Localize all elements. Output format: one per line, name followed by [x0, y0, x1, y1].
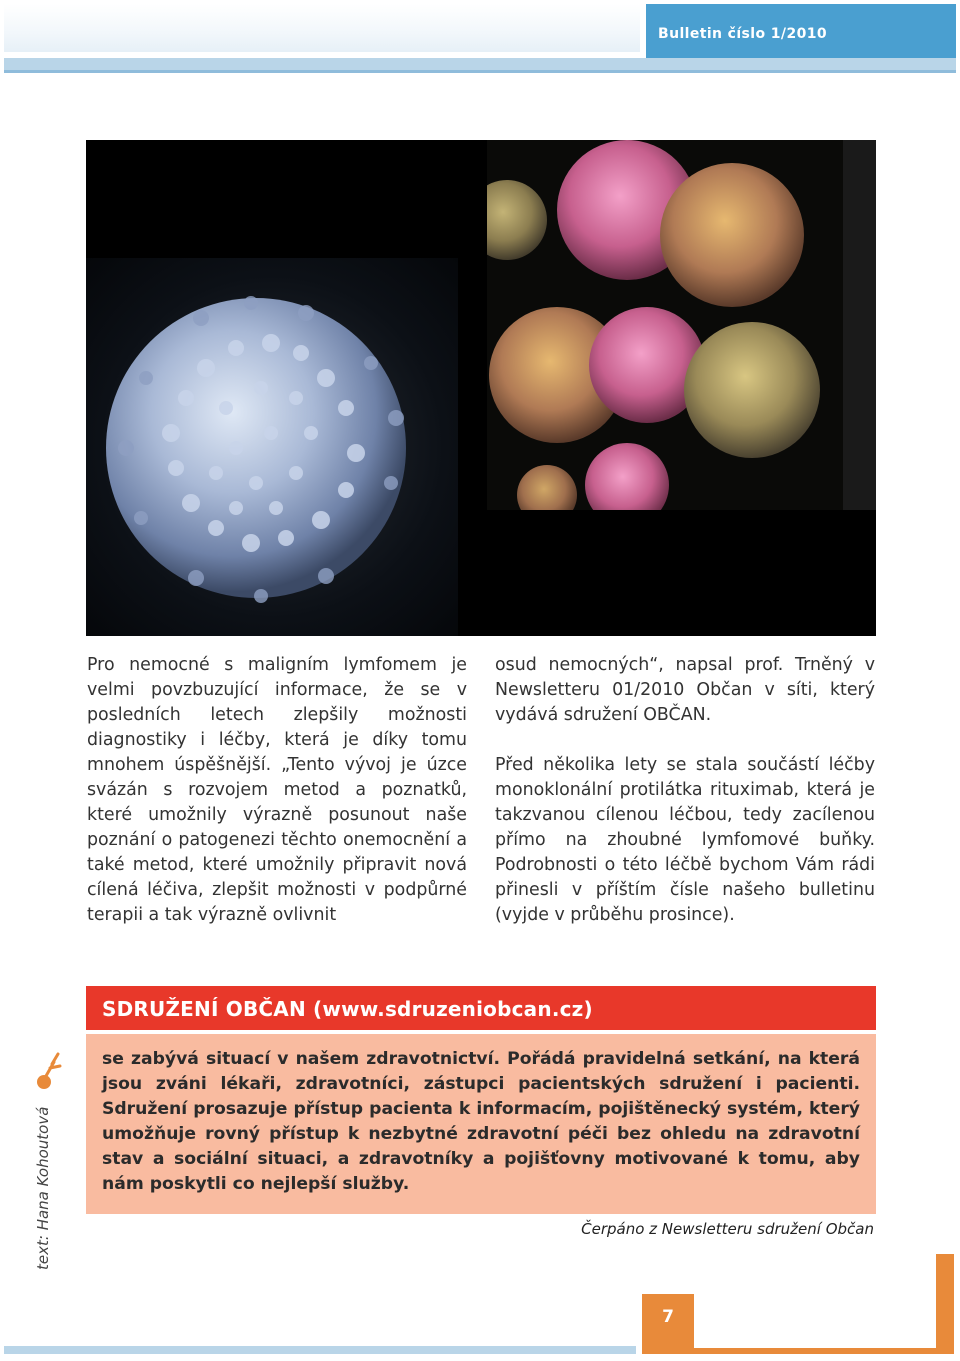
- header-band: [4, 4, 640, 52]
- box-text: se zabývá situací v našem zdravotnictví. Pořádá pravidelná setkání, na která jsou zváni lékaři, zdravotníci, zástupci pacientských sdružení i pacienti. Sdružení prosazuje přístup pacienta k informacím, pojištěnecký systém, který umožňuje rovný přístup k nezbytné zdravotní péči bez ohledu na zdravotní stav a sociální situaci, a zdravotníky a pojišťovny motivované k tomu, aby nám poskytli co nejlepší služby.: [86, 1034, 876, 1214]
- lymphoma-cells-illustration: [487, 140, 843, 510]
- lymphocyte-photo: [86, 258, 458, 636]
- article-column-1: [87, 653, 467, 928]
- page-number: 7: [642, 1294, 694, 1348]
- source-note: Čerpáno z Newsletteru sdružení Občan: [581, 1220, 874, 1238]
- footer-rule: [4, 1346, 636, 1354]
- header-rule-dark: [4, 70, 956, 73]
- article-paragraph: osud nemocných“, napsal prof. Trněný v Newsletteru 01/2010 Občan v síti, který vydává sdružení OBČAN.: [495, 655, 875, 725]
- article-paragraph: Před několika lety se stala součástí léčby monoklonální protilátka rituximab, která je takzvanou cílenou léčbou, tedy zacílenou přímo na zhoubné lymfomové buňky. Podrobnosti o této léčbě bychom Vám rádi přinesli v příštím čísle našeho bulletinu (vyjde v průběhu prosince).: [495, 755, 875, 925]
- author-figure-icon: [34, 1052, 64, 1096]
- box-title: SDRUŽENÍ OBČAN (www.sdruzeniobcan.cz): [86, 986, 876, 1030]
- lymphocyte-illustration: [86, 258, 458, 636]
- author-credit: text: Hana Kohoutová: [34, 1106, 52, 1270]
- lymphoma-cells-photo: [487, 140, 843, 510]
- footer-orange-rule: [642, 1348, 954, 1354]
- article-paragraph: Pro nemocné s maligním lymfomem je velmi povzbuzující informace, že se v posledních letech zlepšily možnosti diagnostiky i léčby, která je díky tomu mnohem úspěšnější. „Tento vývoj je úzce svázán s rozvojem metod a poznatků, které umožnily výrazně posunout naše poznání o patogenezi těchto onemocnění a také metod, které umožnily připravit nová cílená léčiva, zlepšit možnosti v podpůrné terapii a tak výrazně ovlivnit: [87, 655, 467, 925]
- photo-frame-edge: [843, 140, 876, 510]
- bulletin-title: Bulletin číslo 1/2010: [646, 4, 956, 58]
- footer-orange-bar: [936, 1254, 954, 1354]
- article-column-2: [495, 653, 875, 928]
